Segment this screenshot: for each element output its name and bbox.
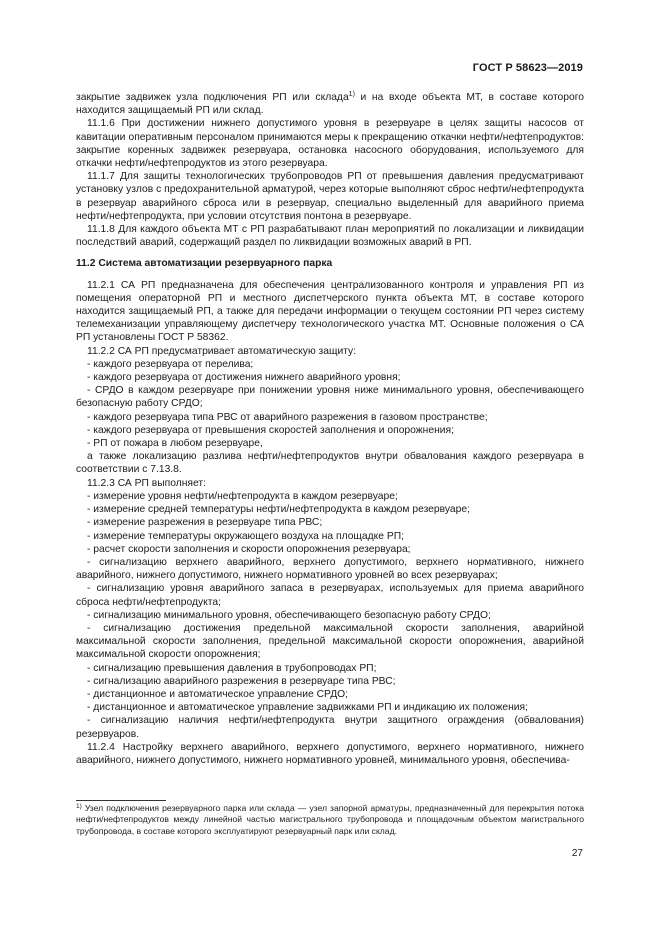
list-item: - каждого резервуара типа РВС от аварийного разрежения в газовом пространстве;: [87, 411, 488, 423]
paragraph: [76, 91, 584, 117]
paragraph-11-2-3: 11.2.3 СА РП выполняет:: [87, 477, 206, 489]
footnote-divider: [76, 800, 166, 801]
list-item: - сигнализацию минимального уровня, обеспечивающего безопасную работу СРДО;: [87, 609, 491, 621]
list-item: - каждого резервуара от перелива;: [87, 358, 254, 370]
list-item: - сигнализацию достижения предельной максимальной скорости заполнения, аварийной максимальной скорости заполнения, предельной максимальной скорости опорожнения, аварийной максимальной скорости опорожнения;: [76, 622, 584, 661]
paragraph-11-1-6: 11.1.6 При достижении нижнего допустимого уровня в резервуаре в целях защиты насосов от кавитации оперативным персоналом принимаются меры к прекращению откачки нефти/нефтепродуктов: закрытие коренных задвижек резервуара, остановка насосного оборудования, используемого для откачки нефти/нефтепродуктов из этого резервуара.: [76, 118, 584, 170]
page-number: 27: [571, 848, 583, 859]
paragraph-text: и на входе объекта МТ, в составе которого находится защищаемый РП или склад.: [76, 92, 584, 117]
paragraph-11-2-1: 11.2.1 СА РП предназначена для обеспечения централизованного контроля и управления РП из помещения операторной РП и местного диспетчерского пункта объекта МТ, в составе которого находится защищаемый РП, а также для передачи информации о текущем состоянии РП через систему телемеханизации управляющему диспетчеру технологического участка МТ. Основные положения о СА РП установлены ГОСТ Р 58362.: [76, 279, 584, 344]
list-item: - сигнализацию уровня аварийного запаса в резервуарах, используемых для приема аварийного сброса нефти/нефтепродукта;: [76, 583, 584, 608]
list-item: - дистанционное и автоматическое управление задвижками РП и индикацию их положения;: [87, 702, 528, 714]
paragraph-11-2-2: 11.2.2 СА РП предусматривает автоматическую защиту:: [87, 345, 357, 357]
paragraph-11-1-7: 11.1.7 Для защиты технологических трубопроводов РП от превышения давления предусматривают установку узлов с предохранительной арматурой, через которые выполняют сброс нефти/нефтепродукта в резервуар аварийного сброса или в резервуар, специально выделенный для аварийного приема нефти/нефтепродукта, при условии отсутствия понтона в резервуаре.: [76, 171, 584, 222]
list-item: - сигнализацию превышения давления в трубопроводах РП;: [87, 662, 377, 674]
list-item: - измерение средней температуры нефти/нефтепродукта в каждом резервуаре;: [87, 504, 470, 516]
list-item: - измерение разрежения в резервуаре типа РВС;: [87, 517, 323, 529]
list-item: - расчет скорости заполнения и скорости опорожнения резервуара;: [87, 543, 411, 555]
paragraph-11-1-8: 11.1.8 Для каждого объекта МТ с РП разрабатывают план мероприятий по локализации и ликвидации последствий аварий, содержащий раздел по ликвидации возможных аварий в РП.: [76, 224, 584, 249]
list-item: - каждого резервуара от достижения нижнего аварийного уровня;: [87, 372, 401, 384]
section-heading: 11.2 Система автоматизации резервуарного парка: [76, 258, 333, 270]
document-body: [76, 91, 584, 767]
paragraph-localization: а также локализацию разлива нефти/нефтепродуктов внутри обвалования каждого резервуара в соответствии с 7.13.8.: [76, 451, 584, 476]
list-item: - каждого резервуара от превышения скоростей заполнения и опорожнения;: [87, 424, 454, 436]
list-item: - сигнализацию верхнего аварийного, верхнего допустимого, верхнего нормативного, нижнего аварийного, нижнего допустимого, нижнего нормативного уровней во всех резервуарах;: [76, 556, 584, 582]
footnote-marker: 1): [76, 803, 82, 810]
list-item: - сигнализацию аварийного разрежения в резервуаре типа РВС;: [87, 675, 396, 687]
footnote-text: Узел подключения резервуарного парка или склада — узел запорной арматуры, предназначенный для перекрытия потока нефти/нефтепродуктов между линейной частью магистрального трубопровода и площадочным объектом магистрального трубопровода, в составе которого эксплуатируют резервуарный парк или склад.: [76, 803, 584, 836]
list-item: - сигнализацию наличия нефти/нефтепродукта внутри защитного ограждения (обвалования) резервуаров.: [76, 715, 584, 740]
footnote: [76, 803, 584, 837]
document-code-header: ГОСТ Р 58623—2019: [472, 62, 583, 74]
list-item: - дистанционное и автоматическое управление СРДО;: [87, 688, 349, 700]
list-item: - измерение температуры окружающего воздуха на площадке РП;: [87, 530, 404, 542]
footnote-reference[interactable]: 1): [348, 91, 355, 98]
list-item: - СРДО в каждом резервуаре при понижении уровня ниже минимального уровня, обеспечивающего безопасную работу СРДО;: [76, 385, 584, 410]
list-item: - РП от пожара в любом резервуаре,: [87, 438, 263, 450]
paragraph-text: закрытие задвижек узла подключения РП или склада: [76, 92, 349, 103]
paragraph-11-2-4: 11.2.4 Настройку верхнего аварийного, верхнего допустимого, верхнего нормативного, нижнего аварийного, нижнего допустимого, нижнего нормативного уровней, минимального уровня, обеспечива-: [76, 741, 584, 766]
list-item: - измерение уровня нефти/нефтепродукта в каждом резервуаре;: [87, 490, 398, 502]
